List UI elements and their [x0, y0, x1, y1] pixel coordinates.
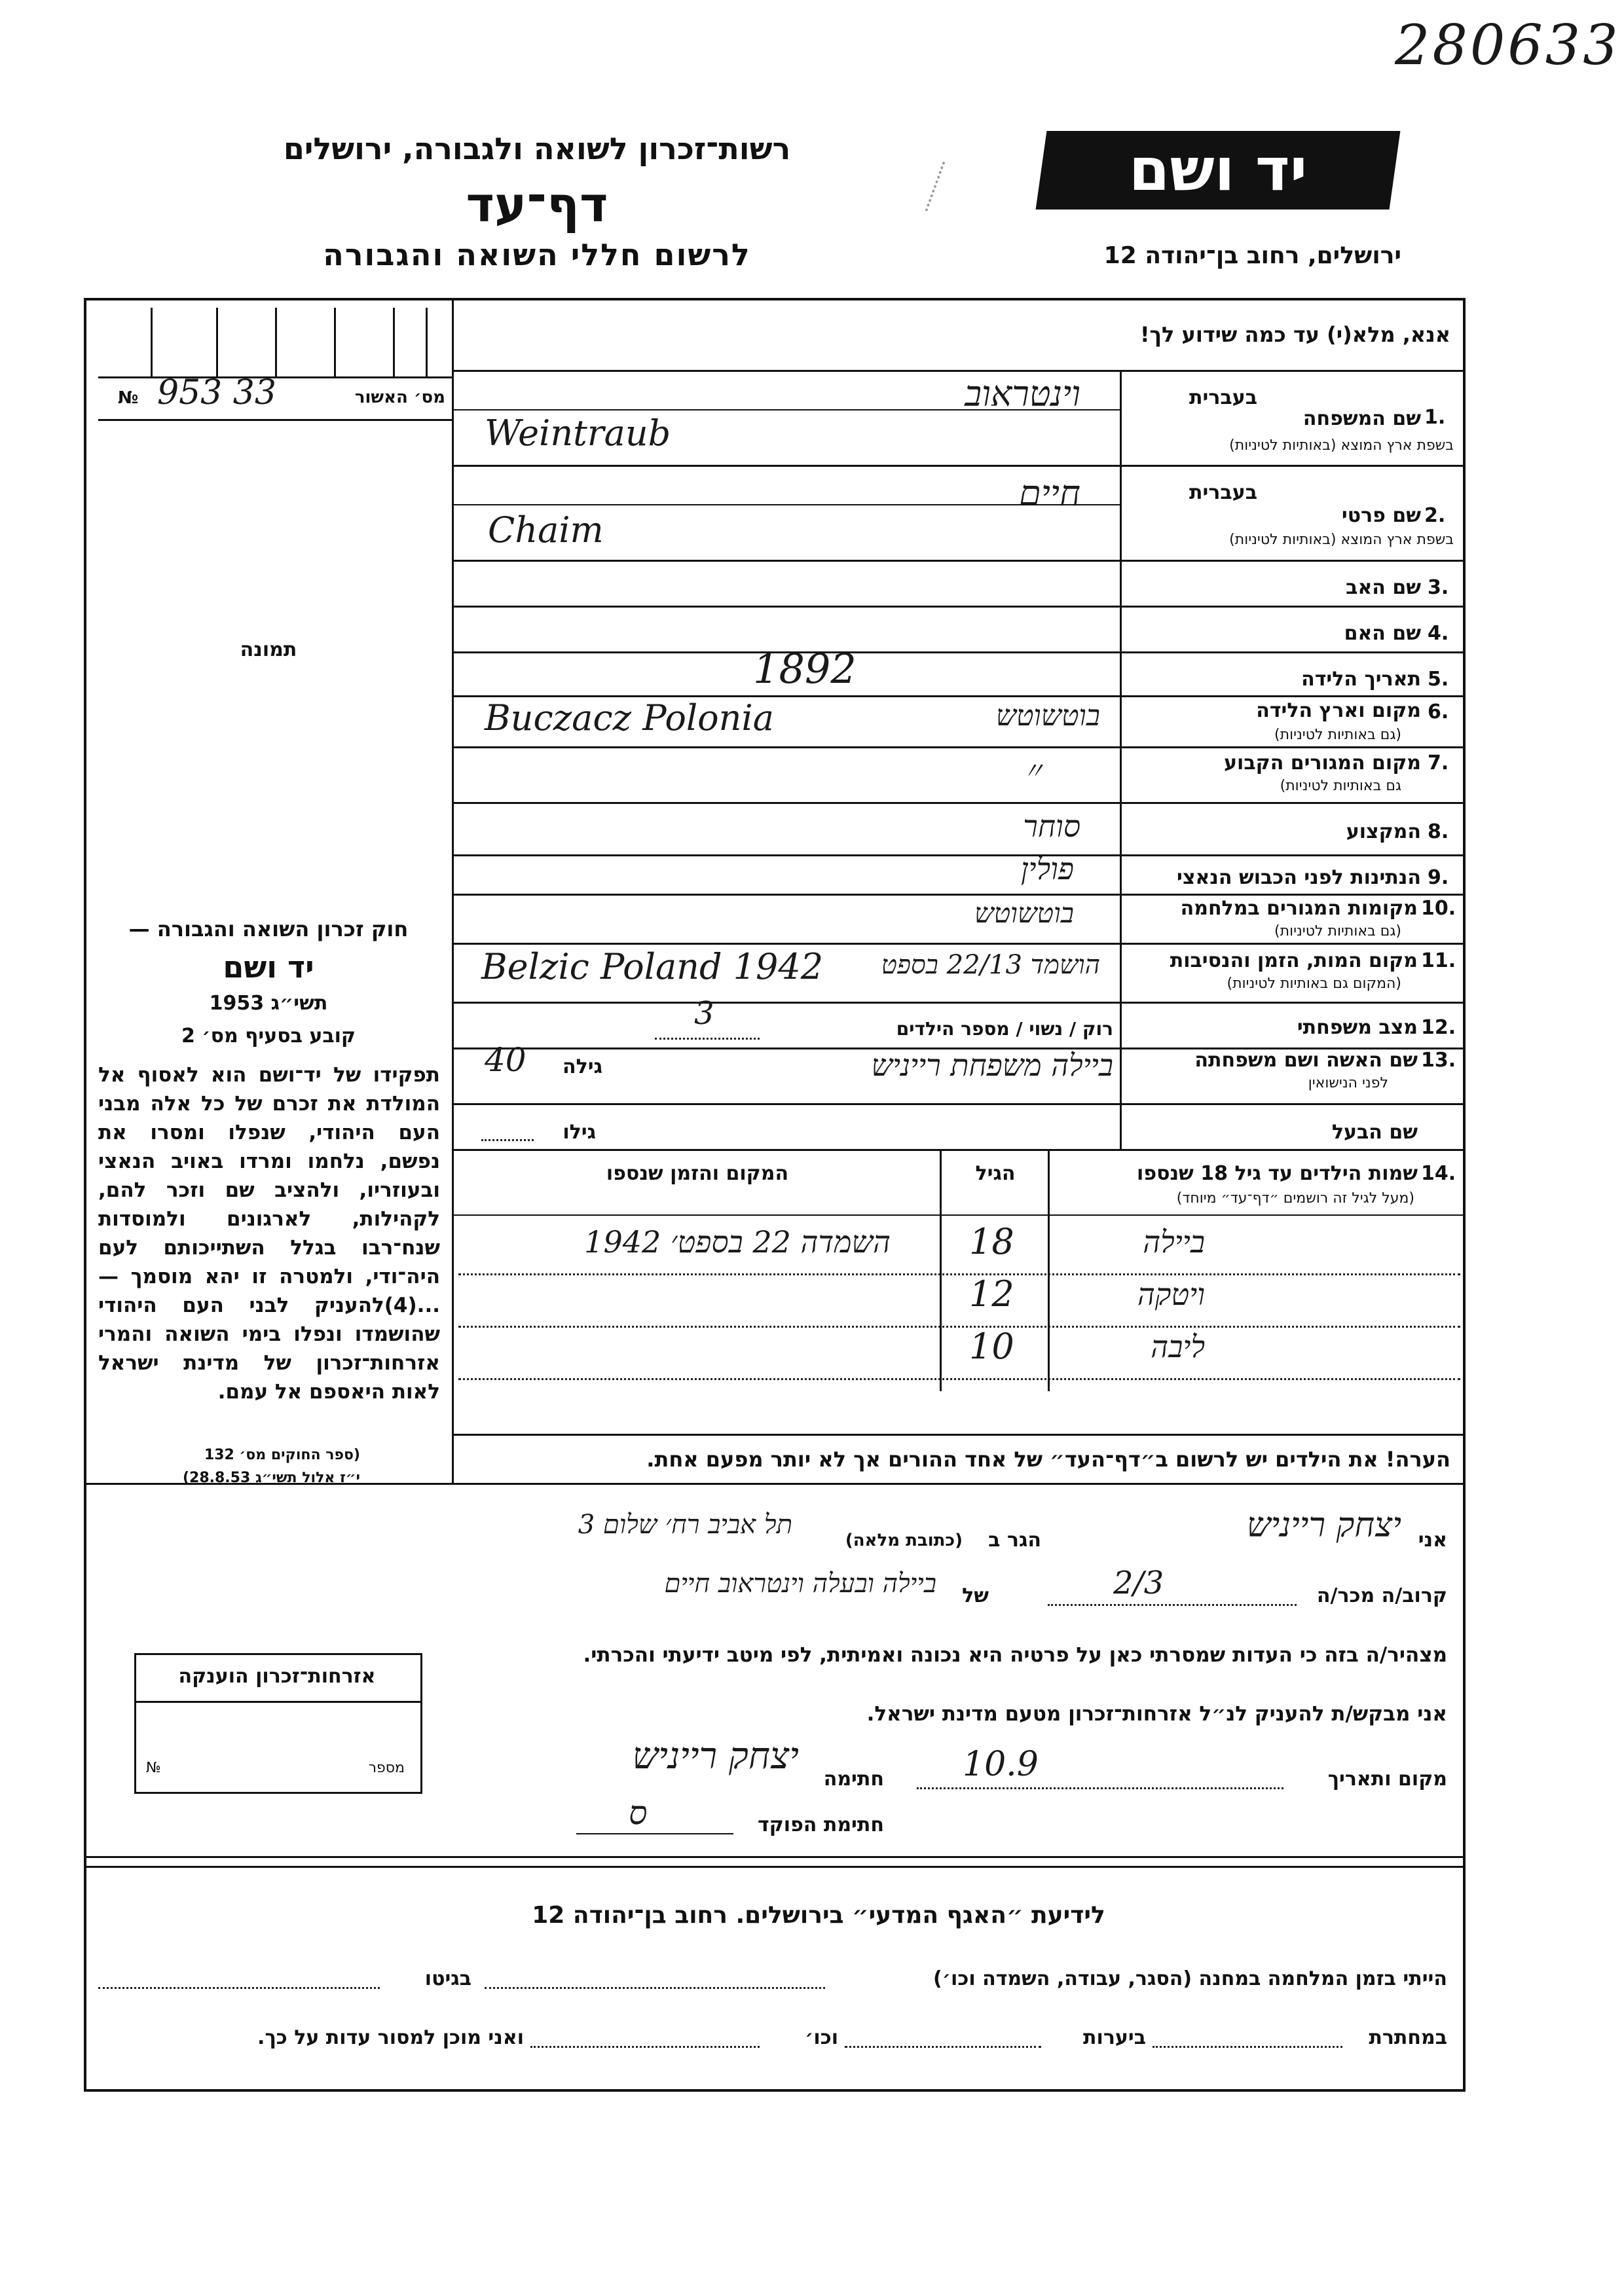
law-title: חוק זכרון השואה והגבורה —: [128, 917, 409, 941]
footer-separator-2: [84, 1866, 1466, 1868]
field-2-number: 2.: [1424, 504, 1446, 527]
field-7-sub: גם באותיות לטיניות): [1280, 778, 1401, 794]
field-13-label: שם האשה ושם משפחתה: [1194, 1049, 1418, 1072]
child-3-age: 10: [969, 1326, 1014, 1367]
field-6-line: [452, 746, 1466, 748]
field-2-value-latin: Chaim: [488, 509, 604, 551]
field-10-label: מקומות המגורים במלחמה: [1180, 897, 1418, 920]
field-10-sub: (גם באותיות לטיניות): [1274, 923, 1401, 939]
record-no-symbol: №: [118, 388, 139, 408]
law-ref-2: י״ז אלול תשי״ג 28.8.53): [182, 1470, 360, 1486]
smudge-mark: [925, 162, 963, 219]
field-11-value-latin: Belzic Poland 1942: [481, 946, 824, 987]
child-2-name: ויטקה: [1137, 1277, 1205, 1312]
field-13-sub: לפני הנישואין: [1308, 1075, 1388, 1091]
field-2-value-hebrew: חיים: [1019, 473, 1080, 514]
relative-label: קרוב/ה מכר/ה: [1316, 1584, 1447, 1607]
field-2-line: [452, 560, 1466, 562]
child-2-age: 12: [969, 1273, 1014, 1315]
archive-number: 280633: [1395, 13, 1621, 77]
citizenship-box: [134, 1653, 422, 1794]
citizenship-box-title: אזרחות־זכרון הוענקה: [178, 1665, 376, 1688]
child-2-dots: [458, 1326, 1460, 1328]
footer-camp-dots: [485, 1987, 825, 1989]
footer-etc-dots: [530, 2046, 760, 2048]
footer-heading: לידיעת ״האגף המדעי״ בירושלים. רחוב בן־יהודה 12: [532, 1902, 1105, 1929]
law-body: תפקידו של יד־ושם הוא לאסוף אל המולדת את זכרם של כל אלה מבני העם היהודי, שנפלו ומסרו את נפשם, נלחמו ומרדו באויב הנאצי ובעוזריו, ולהציב שם וזכר להם, לקהילות, לארגונים ולמוסדות שנח־רבו בגלל השתייכותם לעם היה־ודי, ולמטרה זו יהא מוסמך — ...(4)להעניק לבני העם היהודי שהושמדו ונפלו בימי השואה והמרי אזרחות־זכרון של מדינת ישראל לאות היאספם אל עמם.: [98, 1063, 440, 1404]
footer-etc-label: וכו׳: [805, 2026, 838, 2049]
field-7-line: [452, 802, 1466, 804]
field-3-number: 3.: [1428, 576, 1449, 599]
husband-label: שם הבעל: [1331, 1121, 1418, 1144]
declaration-request: אני מבקש/ת להעניק לנ״ל אזרחות־זכרון מטעם מדינת ישראל.: [866, 1702, 1447, 1726]
wife-age-value: 40: [485, 1041, 526, 1079]
field-1-value-latin: Weintraub: [485, 412, 671, 454]
field-9-number: 9.: [1428, 866, 1449, 889]
header-address: ירושלים, רחוב בן־יהודה 12: [1103, 242, 1401, 269]
record-number-value: 953 33: [157, 373, 276, 412]
field-9-line: [452, 894, 1466, 896]
officer-line: [576, 1833, 733, 1834]
field-12-label: מצב משפחתי: [1297, 1016, 1418, 1039]
labels-divider: [1120, 370, 1122, 1149]
field-1-hebrew-line: [452, 409, 1120, 410]
children-sub: (מעל לגיל זה רושמים ״דף־עד״ מיוחד): [1176, 1190, 1414, 1207]
field-2-hebrew-line: [452, 504, 1120, 505]
address-value: תל אביב רח׳ שלום 3: [578, 1510, 792, 1540]
form-title: דף־עד: [466, 177, 608, 233]
field-11-sub: (המקום גם באותיות לטיניות): [1227, 975, 1401, 992]
law-clause: קובע בסעיף מס׳ 2: [181, 1025, 356, 1048]
field-4-number: 4.: [1428, 622, 1449, 645]
field-8-label: המקצוע: [1346, 820, 1421, 843]
field-11-number: 11.: [1421, 949, 1456, 972]
signature-label: חתימה: [823, 1768, 884, 1791]
field-2-label: שם פרטי: [1341, 504, 1421, 527]
field-1-label: שם המשפחה: [1302, 407, 1421, 430]
field-6-sub: (גם באותיות לטיניות): [1274, 727, 1401, 743]
yad-vashem-logo: [1036, 131, 1401, 210]
place-date-dots: [917, 1787, 1283, 1789]
field-3-line: [452, 606, 1466, 608]
field-11-line: [452, 1002, 1466, 1004]
of-value: ביילה ובעלה וינטראוב חיים: [664, 1569, 936, 1599]
footer-forests-dots: [845, 2046, 1041, 2048]
record-number-label: מס׳ האשור: [354, 388, 445, 407]
field-9-label: הנתינות לפני הכבוש הנאצי: [1177, 866, 1421, 889]
declaration-i-label: אני: [1418, 1529, 1447, 1552]
children-bottom-line: [452, 1434, 1466, 1436]
note-line: [452, 1483, 1466, 1485]
footer-separator-1: [84, 1856, 1466, 1858]
wife-age-label: גילה: [563, 1055, 602, 1078]
field-7-label: מקום המגורים הקבוע: [1224, 752, 1421, 774]
officer-label: חתימת הפוקד: [758, 1813, 884, 1836]
field-13-number: 13.: [1421, 1049, 1456, 1072]
husband-age-label: גילו: [563, 1121, 596, 1144]
children-age-col-left: [940, 1149, 942, 1391]
field-1-number: 1.: [1424, 406, 1446, 429]
place-date-value: 10.9: [963, 1745, 1039, 1784]
field-2-sub: בשפת ארץ המוצא (באותיות לטיניות): [1229, 532, 1454, 548]
field-1-tag: בעברית: [1189, 386, 1257, 409]
field-9-value: פולין: [1020, 851, 1074, 886]
relation-dots: [1048, 1604, 1297, 1606]
instruction-line: [452, 370, 1466, 372]
husband-age-dots: [481, 1139, 534, 1141]
signature-value: יצחק רייניש: [632, 1735, 799, 1777]
field-5-value: 1892: [753, 645, 857, 693]
footer-ghetto-label: בגיטו: [424, 1967, 471, 1990]
field-12-value: 3: [694, 995, 714, 1032]
tick-boxes: [98, 308, 452, 376]
relation-value: 2/3: [1113, 1565, 1164, 1601]
children-age-col-right: [1048, 1149, 1050, 1391]
logo-text: יד ושם: [1128, 136, 1308, 204]
field-10-value: בוטשוטש: [974, 897, 1074, 929]
field-1-value-hebrew: וינטראוב: [965, 373, 1080, 414]
field-5-number: 5.: [1428, 668, 1449, 691]
place-date-label: מקום ותאריך: [1327, 1768, 1447, 1791]
form-subtitle: לרשום חללי השואה והגבורה: [323, 237, 751, 272]
field-2-tag: בעברית: [1189, 481, 1257, 504]
field-6-label: מקום וארץ הלידה: [1256, 699, 1421, 722]
authority-name: רשות־זכרון לשואה ולגבורה, ירושלים: [283, 131, 791, 166]
note-text: הערה! את הילדים יש לרשום ב״דף־העד״ של אחד ההורים אך לא יותר מפעם אחת.: [646, 1447, 1450, 1472]
footer-testimony-label: ואני מוכן למסור עדות על כך.: [257, 2026, 524, 2049]
field-5-label: תאריך הלידה: [1301, 668, 1421, 691]
declarant-name: יצחק רייניש: [1246, 1506, 1401, 1545]
instruction-text: אנא, מלא(י) עד כמה שידוע לך!: [1139, 322, 1450, 347]
field-6-value-latin: Buczacz Polonia: [485, 697, 774, 738]
field-1-sub: בשפת ארץ המוצא (באותיות לטיניות): [1229, 437, 1454, 454]
footer-underground-dots: [1153, 2046, 1342, 2048]
children-age-header: הגיל: [975, 1162, 1016, 1185]
child-1-name: ביילה: [1143, 1224, 1205, 1260]
child-3-dots: [458, 1378, 1460, 1380]
record-line: [98, 419, 452, 421]
field-6-value-hebrew: בוטשוטש: [995, 699, 1100, 733]
citizenship-no-symbol: №: [146, 1760, 161, 1776]
law-year: תשי״ג 1953: [209, 992, 328, 1015]
field-8-number: 8.: [1428, 820, 1449, 843]
children-number: 14.: [1421, 1162, 1456, 1185]
husband-line: [452, 1149, 1466, 1151]
wife-name-value: ביילה משפחת רייניש: [871, 1048, 1113, 1083]
field-4-label: שם האם: [1344, 622, 1421, 645]
footer-forests-label: ביערות: [1083, 2026, 1146, 2049]
field-11-label: מקום המות, הזמן והנסיבות: [1170, 949, 1418, 972]
resides-label: הגר ב: [988, 1529, 1041, 1552]
field-6-number: 6.: [1428, 701, 1449, 723]
child-3-name: ליבה: [1151, 1329, 1205, 1364]
declaration-statement: מצהיר/ה בזה כי העדות שמסרתי כאן על פרטיה היא נכונה ואמיתית, לפי מיטב ידיעתי והכרתי.: [583, 1643, 1447, 1667]
left-column-divider: [452, 298, 454, 1483]
children-place-header: המקום והזמן שנספו: [606, 1162, 789, 1185]
field-3-label: שם האב: [1346, 576, 1421, 599]
footer-underground-label: במחתרת: [1369, 2026, 1447, 2049]
footer-camp-label: הייתי בזמן המלחמה במחנה (הסגר, עבודה, השמדה וכו׳): [933, 1967, 1447, 1990]
law-ref-1: (ספר החוקים מס׳ 132: [204, 1447, 360, 1463]
field-7-number: 7.: [1428, 752, 1449, 774]
child-1-dots: [458, 1273, 1460, 1275]
law-logo: יד ושם: [223, 949, 314, 985]
children-label: שמות הילדים עד גיל 18 שנספו: [1137, 1162, 1418, 1185]
children-header-line: [452, 1214, 1466, 1216]
marital-options: רוק / נשוי / מספר הילדים: [896, 1018, 1113, 1040]
citizenship-number-label: מספר: [368, 1760, 405, 1776]
field-10-line: [452, 943, 1466, 945]
field-13-line: [452, 1103, 1466, 1105]
field-1-line: [452, 465, 1466, 467]
children-count-dots: [655, 1038, 760, 1040]
officer-signature: ס: [629, 1794, 648, 1832]
field-4-line: [452, 651, 1466, 653]
child-1-place: השמדה 22 בספט׳ 1942: [584, 1224, 891, 1260]
footer-ghetto-dots: [98, 1987, 380, 1989]
field-10-number: 10.: [1421, 897, 1456, 920]
of-label: של: [962, 1584, 989, 1607]
field-11-value-hebrew: הושמד 22/13 בספט: [881, 950, 1100, 980]
field-12-number: 12.: [1421, 1016, 1456, 1039]
field-8-value: סוחר: [1023, 809, 1080, 844]
child-1-age: 18: [969, 1221, 1014, 1262]
photo-label: תמונה: [240, 638, 297, 661]
field-7-value: 〃: [1022, 758, 1046, 785]
full-address-label: (כתובת מלאה): [845, 1531, 963, 1550]
